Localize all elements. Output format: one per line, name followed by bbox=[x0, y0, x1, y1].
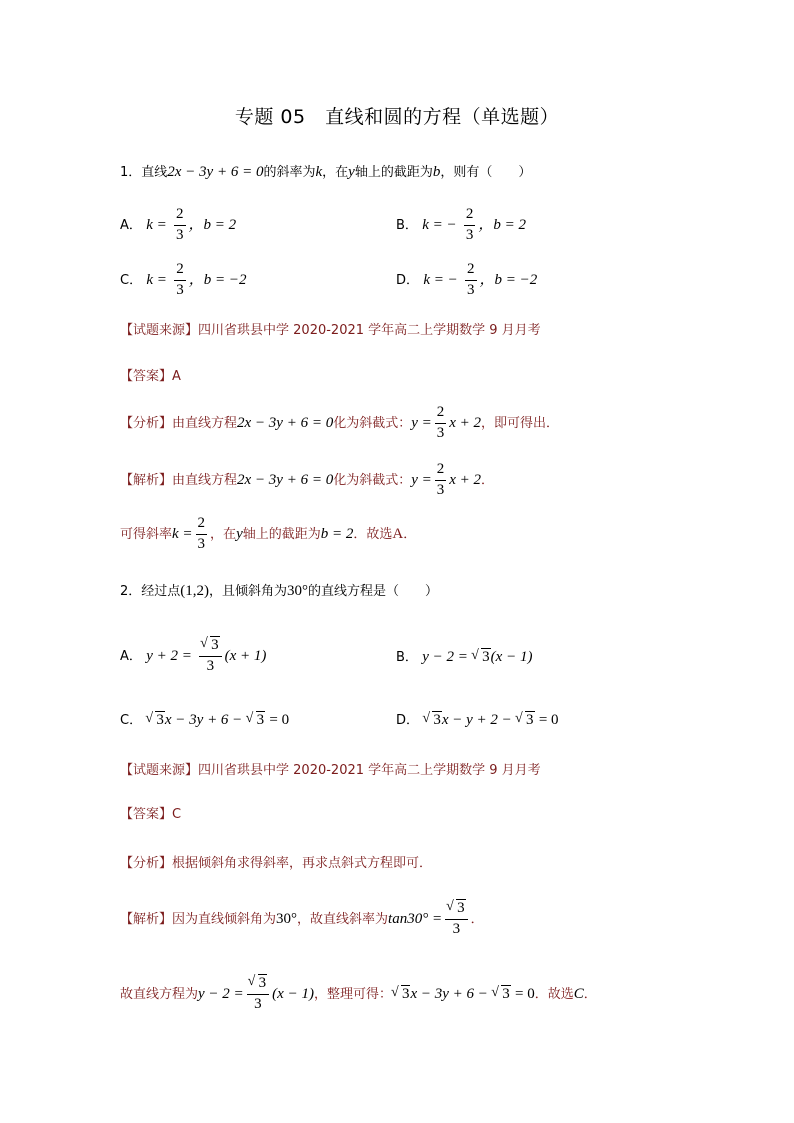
q1-source: 【试题来源】四川省珙县中学 2020-2021 学年高二上学期数学 9 月月考 bbox=[120, 323, 541, 338]
fraction: $\frac{2}{3}$ bbox=[436, 461, 445, 498]
fraction: √ $\frac{3}{3}$ bbox=[199, 638, 222, 675]
q1-solution: 【解析】由直线方程2x − 3y + 6 = 0化为斜截式：y = $\frac{2}{3}$ x + 2． bbox=[120, 461, 495, 498]
fraction: √ $\frac{3}{3}$ bbox=[445, 901, 468, 938]
q2-source: 【试题来源】四川省珙县中学 2020-2021 学年高二上学期数学 9 月月考 bbox=[120, 763, 541, 778]
q1-option-c: C． k = $\frac{2}{3}$ ，b = −2 bbox=[120, 261, 247, 298]
fraction: $\frac{2}{3}$ bbox=[467, 261, 475, 298]
fraction: √ $\frac{3}{3}$ bbox=[247, 976, 270, 1013]
q1-answer: 【答案】A bbox=[120, 369, 181, 384]
q2-option-b: B． y − 2 = √ 3(x − 1) bbox=[396, 650, 532, 665]
q2-solution: 【解析】因为直线倾斜角为30°，故直线斜率为tan30° = √ $\frac{3}{3}$ ． bbox=[120, 901, 484, 938]
q2-option-d: D． √ 3x − y + 2 − √ 3 = 0 bbox=[396, 713, 559, 728]
sqrt: √ 3 bbox=[492, 987, 511, 1002]
sqrt: √ 3 bbox=[423, 713, 442, 728]
q2-analysis: 【分析】根据倾斜角求得斜率，再求点斜式方程即可． bbox=[120, 856, 433, 871]
sqrt: √ 3 bbox=[472, 650, 491, 665]
q2-option-a: A． y + 2 = √ $\frac{3}{3}$ (x + 1) bbox=[120, 638, 266, 675]
q2-final: 故直线方程为y − 2 = √ $\frac{3}{3}$ (x − 1)，整理可得：√ 3x − 3y + 6 − √ 3 = 0．故选C． bbox=[120, 976, 597, 1013]
q1-option-d: D． k = − $\frac{2}{3}$ ，b = −2 bbox=[396, 261, 538, 298]
q2-option-c: C． √ 3x − 3y + 6 − √ 3 = 0 bbox=[120, 713, 289, 728]
fraction: $\frac{2}{3}$ bbox=[176, 261, 184, 298]
q1-conclusion: 可得斜率k = $\frac{2}{3}$ ，在y轴上的截距为b = 2．故选A． bbox=[120, 515, 417, 552]
q2-stem: 2．经过点(1,2)，且倾斜角为30°的直线方程是（ ） bbox=[120, 583, 439, 599]
q2-answer: 【答案】C bbox=[120, 807, 182, 822]
q1-option-b: B． k = − $\frac{2}{3}$ ，b = 2 bbox=[396, 206, 527, 243]
fraction: $\frac{2}{3}$ bbox=[197, 515, 206, 552]
page-title: 专题 05 直线和圆的方程（单选题） bbox=[234, 106, 560, 128]
q1-analysis: 【分析】由直线方程2x − 3y + 6 = 0化为斜截式：y = $\frac{2}{3}$ x + 2，即可得出． bbox=[120, 404, 560, 441]
sqrt: √ 3 bbox=[516, 713, 535, 728]
q1-option-a: A． k = $\frac{2}{3}$ ，b = 2 bbox=[120, 206, 237, 243]
sqrt: √ 3 bbox=[392, 987, 411, 1002]
sqrt: √ 3 bbox=[146, 713, 165, 728]
q1-stem: 1．直线2x − 3y + 6 = 0的斜率为k，在y轴上的截距为b，则有（ ） bbox=[120, 164, 532, 180]
fraction: $\frac{2}{3}$ bbox=[176, 206, 184, 243]
fraction: $\frac{2}{3}$ bbox=[436, 404, 445, 441]
fraction: $\frac{2}{3}$ bbox=[465, 206, 474, 243]
sqrt: √ 3 bbox=[247, 713, 266, 728]
